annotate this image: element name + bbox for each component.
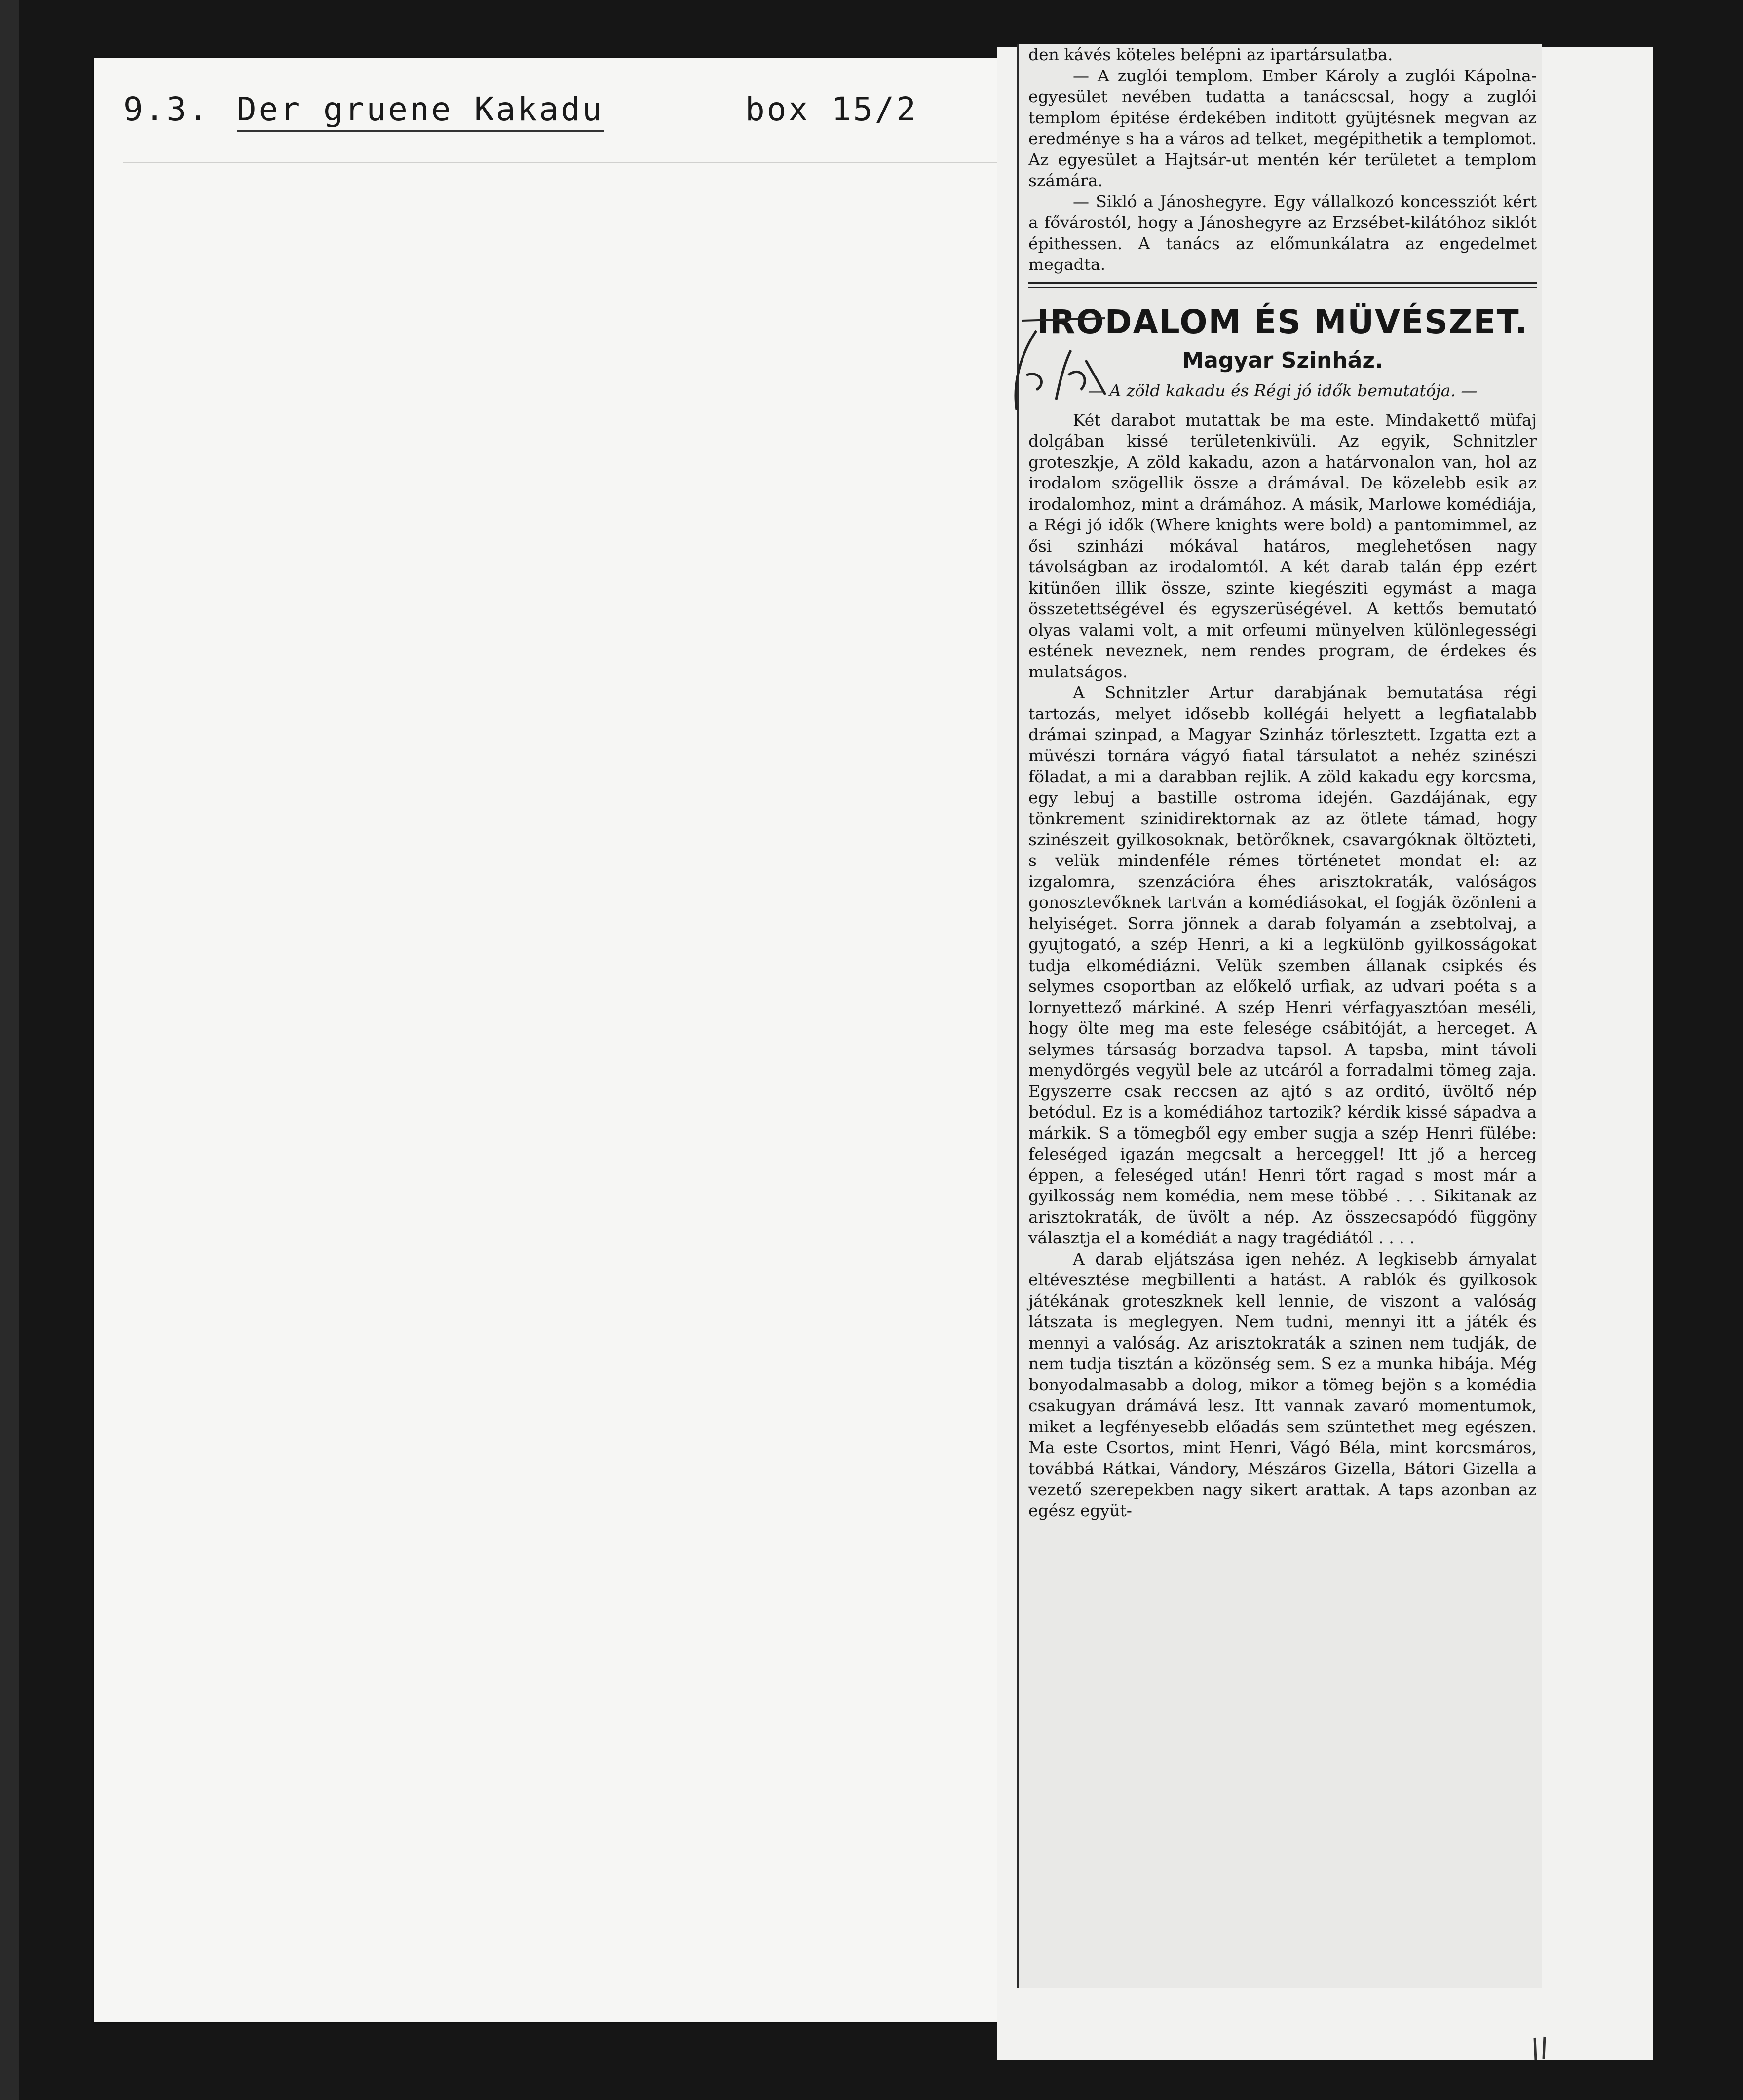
section-heading: IRODALOM ÉS MÜVÉSZET.: [1037, 302, 1528, 341]
section-subheading: Magyar Szinház.: [1182, 347, 1383, 373]
scanner-frame-edge: [0, 0, 19, 2100]
article-subtitle: — A zöld kakadu és Régi jó idők bemutatója. —: [1088, 380, 1478, 400]
section-divider: [1028, 282, 1537, 288]
article-paragraph: A darab eljátszása igen nehéz. A legkisebb árnyalat eltévesztése megbillenti a hatást. A rablók és gyilkosok játékának groteszknek kell lennie, de viszont a valóság látszata is meglegyen. Nem tudni, mennyi itt a játék és mennyi a valóság. Az arisztokraták a szinen nem tudják, de nem tudja tisztán a közönség sem. S ez a munka hibája. Még bonyodalmasabb a dolog, mikor a tömeg bejön s a komédia csakugyan drámává lesz. Itt vannak zavaró momentumok, miket a legfényesebb előadás sem szüntethet meg egészen. Ma este Csortos, mint Henri, Vágó Béla, mint korcsmáros, továbbá Rátkai, Vándory, Mészáros Gizella, Bátori Gizella a vezető szerepekben nagy sikert arattak. A taps azonban az egész együt-: [1028, 1249, 1537, 1520]
archive-title: Der gruene Kakadu: [237, 90, 604, 132]
clipping-column: [1028, 44, 1537, 1521]
header-divider: [123, 162, 1002, 163]
archive-box-number: box 15/2: [745, 90, 918, 128]
clipping-paragraph: den kávés köteles belépni az ipartársulatba.: [1028, 45, 1393, 64]
margin-pencil-mark: [1530, 2033, 1559, 2062]
clipping-paragraph: — A zuglói templom. Ember Károly a zuglói Kápolna-egyesület nevében tudatta a tanácscsal, hogy a zuglói templom épitése érdekében inditott gyüjtésnek megvan az eredménye s ha a város ad telket, megépithetik a templomot. Az egyesület a Hajtsár-ut mentén kér területet a templom számára.: [1028, 66, 1537, 190]
handwritten-annotation: [1007, 316, 1120, 419]
archive-header: [123, 90, 1002, 150]
archive-sheet: [94, 58, 1011, 2022]
clipping-paragraph: — Sikló a Jánoshegyre. Egy vállalkozó koncessziót kért a fővárostól, hogy a Jánoshegyre az Erzsébet-kilátóhoz siklót épithessen. A tanács az előmunkálatra az engedelmet megadta.: [1028, 191, 1537, 274]
archive-code: 9.3.: [123, 90, 210, 128]
article-paragraph: Két darabot mutattak be ma este. Mindakettő müfaj dolgában kissé területenkivüli. Az egyik, Schnitzler groteszkje, A zöld kakadu, azon a határvonalon van, hol az irodalom szögellik össze a drámával. De közelebb esik az irodalomhoz, mint a drámához. A másik, Marlowe komédiája, a Régi jó idők (Where knights were bold) a pantomimmel, az ősi szinházi mókával határos, meglehetősen nagy távolságban az irodalomtól. A két darab talán épp ezért kitünően illik össze, szinte kiegésziti egymást a maga összetettségével és egyszerüségével. A kettős bemutató olyas valami volt, a mit orfeumi münyelven különlegességi estének neveznek, nem rendes program, de érdekes és mulatságos.: [1028, 410, 1537, 681]
article-paragraph: A Schnitzler Artur darabjának bemutatása régi tartozás, melyet idősebb kollégái helyett a legfiatalabb drámai szinpad, a Magyar Szinház törlesztett. Izgatta ezt a müvészi tornára vágyó fiatal társulatot a nehéz szinészi föladat, a mi a darabban rejlik. A zöld kakadu egy korcsma, egy lebuj a bastille ostroma idején. Gazdájának, egy tönkrement szinidirektornak az az ötlete támad, hogy szinészeit gyilkosoknak, betörőknek, csavargóknak öltözteti, s velük mindenféle rémes történetet mondat el: az izgalomra, szenzációra éhes arisztokraták, valóságos gonosztevőknek tartván a komédiásokat, el fogják özönleni a helyiséget. Sorra jönnek a darab folyamán a zsebtolvaj, a gyujtogató, a szép Henri, a ki a legkülönb gyilkosságokat tudja elkomédiázni. Velük szemben állanak csipkés és selymes csoportban az előkelő urfiak, az udvari poéta s a lornyettező márkiné. A szép Henri vérfagyasztóan meséli, hogy ölte meg ma este felesége csábitóját, a herceget. A selymes társaság borzadva tapsol. A tapsba, mint távoli menydörgés vegyül bele az utcáról a forradalmi tömeg zaja. Egyszerre csak reccsen az ajtó s az orditó, üvöltő nép betódul. Ez is a komédiához tartozik? kérdik kissé sápadva a márkik. S a tömegből egy ember sugja a szép Henri fülébe: feleséged igazán megcsalt a herceggel! Itt jő a herceg éppen, a feleséged után! Henri tőrt ragad s most már a gyilkosság nem komédia, nem mese többé . . . Sikitanak az arisztokraták, de üvölt a nép. Az összecsapódó függöny választja el a komédiát a nagy tragédiától . . . .: [1028, 683, 1537, 1247]
